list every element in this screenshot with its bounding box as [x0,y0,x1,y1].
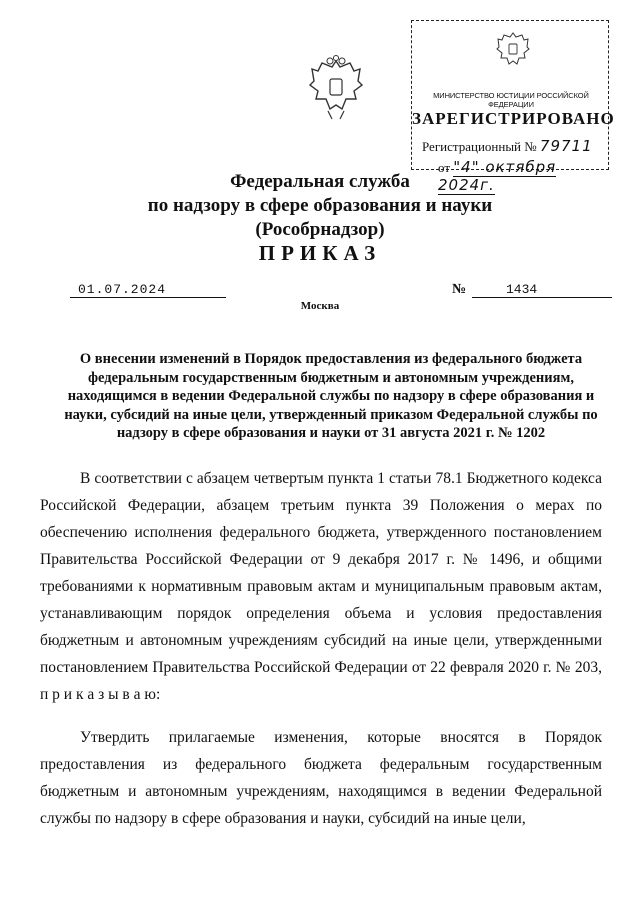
body-paragraph-1 [40,465,602,708]
agency-line-3: (Рособрнадзор) [255,219,385,240]
registration-stamp [411,20,615,194]
stamp-registered: ЗАРЕГИСТРИРОВАНО [412,109,615,128]
stamp-reg-label: Регистрационный № [422,139,537,154]
body-paragraph-2 [40,724,602,832]
stamp-date-label: от [438,160,451,175]
coat-of-arms-icon [308,55,364,123]
stamp-date-value: "4" октября 2024г. [438,158,557,194]
city: Москва [300,300,340,312]
paragraph-2-text: Утвердить прилагаемые изменения, которые вносятся в Порядок предоставления из федерального бюджета федеральным государственным бюджетным и автономным учреждениям, находящимся в ведении Федеральной службы по надзору в сфере образования и науки, субсидий на иные цели, [40,729,602,827]
paragraph-1-text: В соответствии с абзацем четвертым пункта 1 статьи 78.1 Бюджетного кодекса Российской Федерации, абзацем третьим пункта 39 Положения о мерах по обеспечению исполнения федерального бюджета, утвержденного постановлением Правительства Российской Федерации от 9 декабря 2017 г. № 1496, и общими требованиями к нормативным правовым актам и муниципальным правовым актам, устанавливающим порядок определения объема и условия предоставления бюджетным и автономным учреждениям субсидий на иные цели, утвержденными постановлением Правительства Российской Федерации от 22 февраля 2020 г. № 203, п р и к а з ы в а ю: [40,470,602,703]
document-type: ПРИКАЗ [258,241,382,265]
stamp-reg-number: 79711 [539,137,593,155]
stamp-reg-row [422,137,593,155]
order-subject: О внесении изменений в Порядок предоставления из федерального бюджета федеральным государственным бюджетным и автономным учреждениям, находящимся в ведении Федеральной службы по надзору в сфере образования и науки, субсидий на иные цели, утвержденный приказом Федеральной службы по надзору в сфере образования и науки от 31 августа 2021 г. № 1202 [64,351,598,442]
order-date: 01.07.2024 [70,282,226,298]
stamp-emblem-icon [496,29,530,69]
agency-line-1: Федеральная служба [230,171,410,192]
stamp-ministry: МИНИСТЕРСТВО ЮСТИЦИИ РОССИЙСКОЙ ФЕДЕРАЦИИ [433,91,589,109]
agency-line-2: по надзору в сфере образования и науки [147,195,493,216]
number-sign: № [452,282,467,297]
agency-title [60,170,580,242]
order-number: 1434 [472,282,612,298]
